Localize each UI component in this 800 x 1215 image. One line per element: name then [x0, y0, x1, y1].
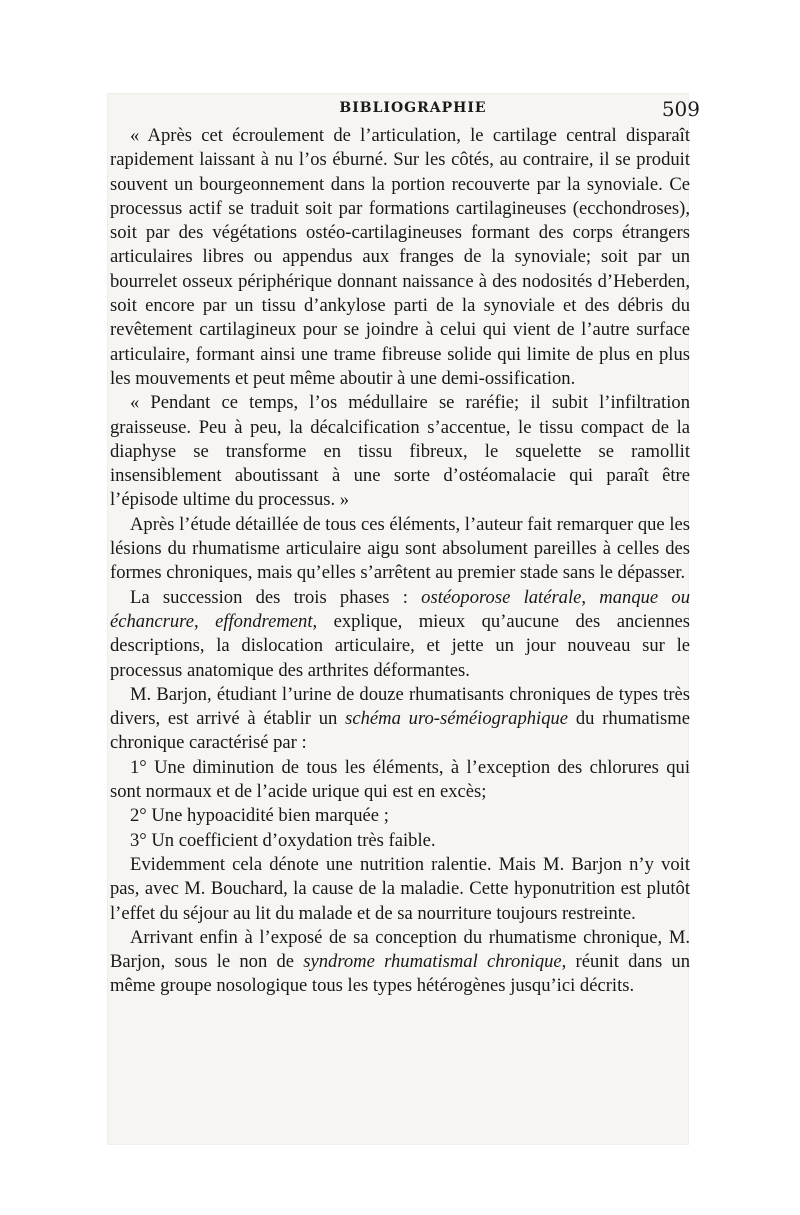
running-head: BIBLIOGRAPHIE — [339, 100, 487, 116]
list-item-3: 3° Un coefficient d’oxydation très faible. — [130, 829, 436, 851]
page-number: 509 — [661, 97, 700, 121]
paragraph-syndrome — [110, 926, 690, 999]
italic-term: syndrome rhumatismal chronique — [303, 951, 562, 973]
text-span: , explique, mieux qu’aucune des anciennes descriptions, la dislocation articulaire, et jette un jour nouveau sur le processus anatomique des arthrites déformantes. — [110, 610, 690, 681]
paragraph-quote-1: « Après cet écroulement de l’articulation, le cartilage central disparaît rapidement laissant à nu l’os éburné. Sur les côtés, au contraire, il se produit souvent un bourgeonnement dans la portion recouverte par la synoviale. Ce processus actif se traduit soit par formations cartilagineuses (ecchondroses), soit par des végétations ostéo-cartilagineuses formant des corps étrangers articulaires libres ou appendus aux franges de la synoviale; soit par un bourrelet osseux périphérique donnant naissance à des nodosités d’Heberden, soit encore par un tissu d’ankylose parti de la synoviale et des débris du revêtement cartilagineux pour se joindre à celui qui vient de l’autre surface articulaire, formant ainsi une trame fibreuse solide qui limite de plus en plus les mouvements et peut même aboutir à une demi-ossification. — [110, 125, 690, 389]
body-text — [110, 124, 690, 999]
italic-term: ostéoporose latérale — [421, 586, 582, 608]
paragraph-urine-study — [110, 683, 690, 756]
page-header — [108, 96, 700, 122]
italic-term: manque ou échancrure — [110, 586, 690, 632]
paragraph-nutrition: Evidemment cela dénote une nutrition ralentie. Mais M. Barjon n’y voit pas, avec M. Bouchard, la cause de la maladie. Cette hyponutrition est plutôt l’effet du séjour au lit du malade et de sa nourriture toujours restreinte. — [110, 853, 690, 924]
text-span: La succession des trois phases : — [130, 586, 422, 608]
paragraph-three-phases — [110, 586, 690, 683]
text-span: M. Barjon, étudiant l’urine de douze rhumatisants chroniques de types très divers, est arrivé à établir un — [110, 683, 690, 730]
text-span: Arrivant enfin à l’exposé de sa conception du rhumatisme chronique, M. Barjon, sous le non de — [110, 926, 690, 973]
paragraph-author-remark: Après l’étude détaillée de tous ces éléments, l’auteur fait remarquer que les lésions du rhumatisme articulaire aigu sont absolument pareilles à celles des formes chroniques, mais qu’elles s’arrêtent au premier stade sans le dépasser. — [110, 513, 690, 584]
text-span: , réunit dans un même groupe nosologique tous les types hétérogènes jusqu’ici décrits. — [110, 951, 691, 997]
document-page — [108, 94, 700, 1144]
text-span: , — [581, 586, 600, 608]
italic-term: effondrement — [215, 610, 313, 632]
list-item-1: 1° Une diminution de tous les éléments, à l’exception des chlorures qui sont normaux et de l’acide urique qui est en excès; — [110, 756, 690, 803]
italic-term: schéma uro-séméiographique — [345, 708, 569, 730]
list-item-2: 2° Une hypoacidité bien marquée ; — [130, 805, 389, 827]
text-span: , — [193, 610, 216, 632]
paragraph-quote-2: « Pendant ce temps, l’os médullaire se raréfie; il subit l’infiltration graisseuse. Peu à peu, la décalcification s’accentue, le tissu compact de la diaphyse se transforme en tissu fibreux, le squelette se ramollit insensiblement aboutissant à une sorte d’ostéomalacie qui paraît être l’épisode ultime du processus. » — [110, 392, 690, 511]
text-span: du rhumatisme chronique caractérisé par : — [110, 708, 690, 754]
